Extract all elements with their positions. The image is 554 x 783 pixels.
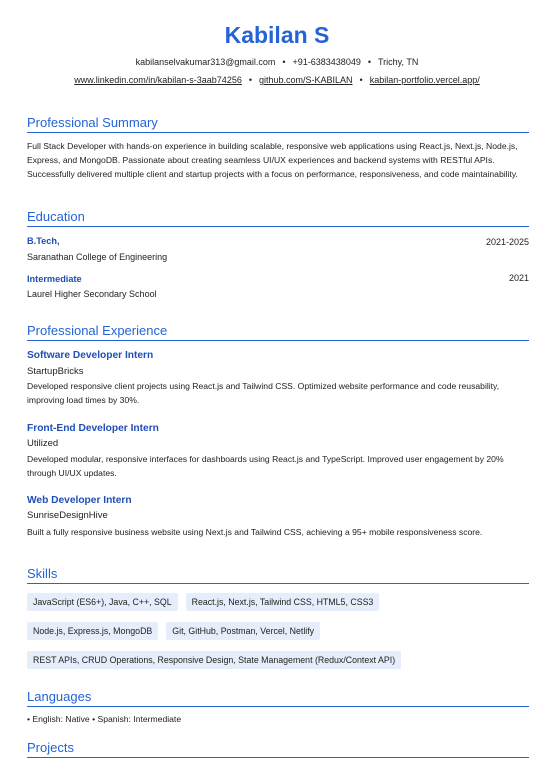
job-description: Developed modular, responsive interfaces for dashboards using React.js and TypeScript. Improved user engagement by 20% through UI/UX updates. (27, 454, 504, 478)
skill-chip: JavaScript (ES6+), Java, C++, SQL (27, 593, 178, 611)
skill-chip: React.js, Next.js, Tailwind CSS, HTML5, CSS3 (186, 593, 380, 611)
phone-text: +91-6383438049 (292, 57, 361, 67)
job-title: Web Developer Intern (27, 495, 132, 506)
email-text: kabilanselvakumar313@gmail.com (135, 57, 276, 67)
summary-text: Full Stack Developer with hands-on experience in building scalable, responsive web applications using React.js, Next.js, Node.js, Express, and MongoDB. Passionate about creating seamless UI/UX experiences and backend systems with RESTful APIs. Successfully delivered multiple client and startup projects with a focus on performance, responsiveness, and code maintainability. (27, 141, 518, 179)
github-link[interactable]: github.com/S-KABILAN (259, 75, 353, 85)
skill-chip: REST APIs, CRUD Operations, Responsive Design, State Management (Redux/Context API) (27, 651, 401, 669)
contact-line (0, 57, 554, 67)
job-title: Front-End Developer Intern (27, 423, 159, 434)
portfolio-link[interactable]: kabilan-portfolio.vercel.app/ (369, 75, 480, 85)
skills-row (27, 650, 537, 669)
languages-heading: Languages (27, 689, 529, 707)
skill-chip: Node.js, Express.js, MongoDB (27, 622, 158, 640)
separator: • (248, 75, 252, 85)
location-text: Trichy, TN (378, 57, 419, 67)
education-degree: B.Tech, (27, 236, 60, 246)
education-years: 2021 (508, 273, 529, 283)
job-company: StartupBricks (27, 366, 84, 377)
education-school: Laurel Higher Secondary School (27, 289, 157, 299)
education-school: Saranathan College of Engineering (27, 252, 168, 262)
education-degree: Intermediate (27, 274, 82, 284)
separator: • (367, 57, 371, 67)
separator: • (282, 57, 286, 67)
job-title: Software Developer Intern (27, 350, 154, 361)
education-years: 2021-2025 (485, 237, 529, 247)
skills-row (27, 592, 537, 611)
skill-chip: Git, GitHub, Postman, Vercel, Netlify (166, 622, 320, 640)
job-description: Developed responsive client projects using React.js and Tailwind CSS. Optimized website performance and code reusability, improving load times by 30%. (27, 381, 500, 405)
separator: • (359, 75, 363, 85)
job-company: SunriseDesignHive (27, 510, 108, 521)
languages-text: • English: Native • Spanish: Intermediate (27, 714, 182, 724)
projects-heading: Projects (27, 740, 529, 758)
skills-heading: Skills (27, 566, 529, 584)
job-company: Utilized (27, 438, 59, 449)
skills-row (27, 621, 537, 640)
experience-heading: Professional Experience (27, 323, 529, 341)
job-description: Built a fully responsive business website using Next.js and Tailwind CSS, achieving a 95+ mobile responsiveness score. (27, 527, 483, 537)
education-heading: Education (27, 209, 529, 227)
linkedin-link[interactable]: www.linkedin.com/in/kabilan-s-3aab74256 (74, 75, 242, 85)
summary-heading: Professional Summary (27, 115, 529, 133)
candidate-name: Kabilan S (224, 22, 330, 48)
links-line (0, 75, 554, 85)
